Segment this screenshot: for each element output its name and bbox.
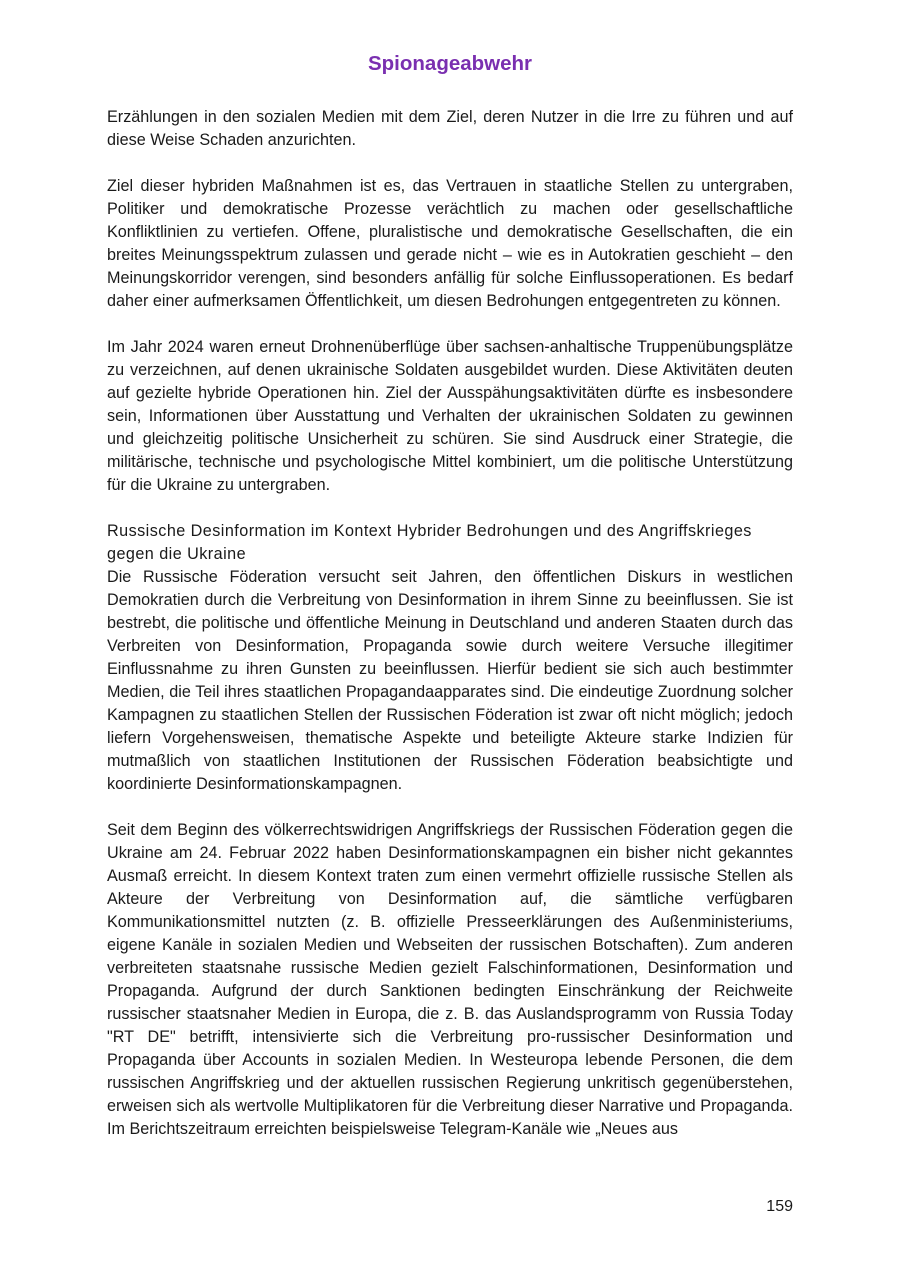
page-number: 159 <box>766 1198 793 1215</box>
body-text <box>107 106 793 1141</box>
paragraph-3: Im Jahr 2024 waren erneut Drohnenüberflüge über sachsen-anhaltische Truppenübungsplätze zu verzeichnen, auf denen ukrainische Soldaten ausgebildet wurden. Diese Aktivitäten deuten auf gezielte hybride Operationen hin. Ziel der Ausspähungsaktivitäten dürfte es insbesondere sein, Informationen über Ausstattung und Verhalten der ukrainischen Soldaten zu gewinnen und gleichzeitig politische Unsicherheit zu schüren. Sie sind Ausdruck einer Strategie, die militärische, technische und psychologische Mittel kombiniert, um die politische Unterstützung für die Ukraine zu untergraben. <box>107 338 793 494</box>
paragraph-2: Ziel dieser hybriden Maßnahmen ist es, das Vertrauen in staatliche Stellen zu untergraben, Politiker und demokratische Prozesse verächtlich zu machen oder gesellschaftliche Konfliktlinien zu vertiefen. Offene, pluralistische und demokratische Gesellschaften, die ein breites Meinungsspektrum zulassen und gerade nicht – wie es in Autokratien geschieht – den Meinungskorridor verengen, sind besonders anfällig für solche Einflussoperationen. Es bedarf daher einer aufmerksamen Öffentlichkeit, um diesen Bedrohungen entgegentreten zu können. <box>107 177 793 310</box>
paragraph-1: Erzählungen in den sozialen Medien mit dem Ziel, deren Nutzer in die Irre zu führen und auf diese Weise Schaden anzurichten. <box>107 108 793 149</box>
paragraph-5: Seit dem Beginn des völkerrechtswidrigen Angriffskriegs der Russischen Föderation gegen die Ukraine am 24. Februar 2022 haben Desinformationskampagnen ein bisher nicht gekanntes Ausmaß erreicht. In diesem Kontext traten zum einen vermehrt offizielle russische Stellen als Akteure der Verbreitung von Desinformation auf, die sämtliche verfügbaren Kommunikationsmittel nutzten (z. B. offizielle Presseerklärungen des Außenministeriums, eigene Kanäle in sozialen Medien und Webseiten der russischen Botschaften). Zum anderen verbreiteten staatsnahe russische Medien gezielt Falschinformationen, Desinformation und Propaganda. Aufgrund der durch Sanktionen bedingten Einschränkung der Reichweite russischer staatsnaher Medien in Europa, die z. B. das Auslandsprogramm von Russia Today "RT DE" betrifft, intensivierte sich die Verbreitung pro-russischer Desinformation und Propaganda über Accounts in sozialen Medien. In Westeuropa lebende Personen, die dem russischen Angriffskrieg und der aktuellen russischen Regierung unkritisch gegenüberstehen, erweisen sich als wertvolle Multiplikatoren für die Verbreitung dieser Narrative und Propaganda. Im Berichtszeitraum erreichten beispielsweise Telegram-Kanäle wie „Neues aus <box>107 821 793 1138</box>
paragraph-4: Die Russische Föderation versucht seit Jahren, den öffentlichen Diskurs in westlichen Demokratien durch die Verbreitung von Desinformation in ihrem Sinne zu beeinflussen. Sie ist bestrebt, die politische und öffentliche Meinung in Deutschland und anderen Staaten durch das Verbreiten von Desinformation, Propaganda sowie durch weitere Versuche illegitimer Einflussnahme zu ihren Gunsten zu beeinflussen. Hierfür bedient sie sich auch bestimmter Medien, die Teil ihres staatlichen Propagandaapparates sind. Die eindeutige Zuordnung solcher Kampagnen zu staatlichen Stellen der Russischen Föderation ist zwar oft nicht möglich; jedoch liefern Vorgehensweisen, thematische Aspekte und beteiligte Akteure starke Indizien für mutmaßlich von staatlichen Institutionen der Russischen Föderation beabsichtigte und koordinierte Desinformationskampagnen. <box>107 568 793 793</box>
section-subheading: Russische Desinformation im Kontext Hybrider Bedrohungen und des Angriffskrieges gegen die Ukraine <box>107 522 752 563</box>
running-header-title: Spionageabwehr <box>367 52 533 75</box>
